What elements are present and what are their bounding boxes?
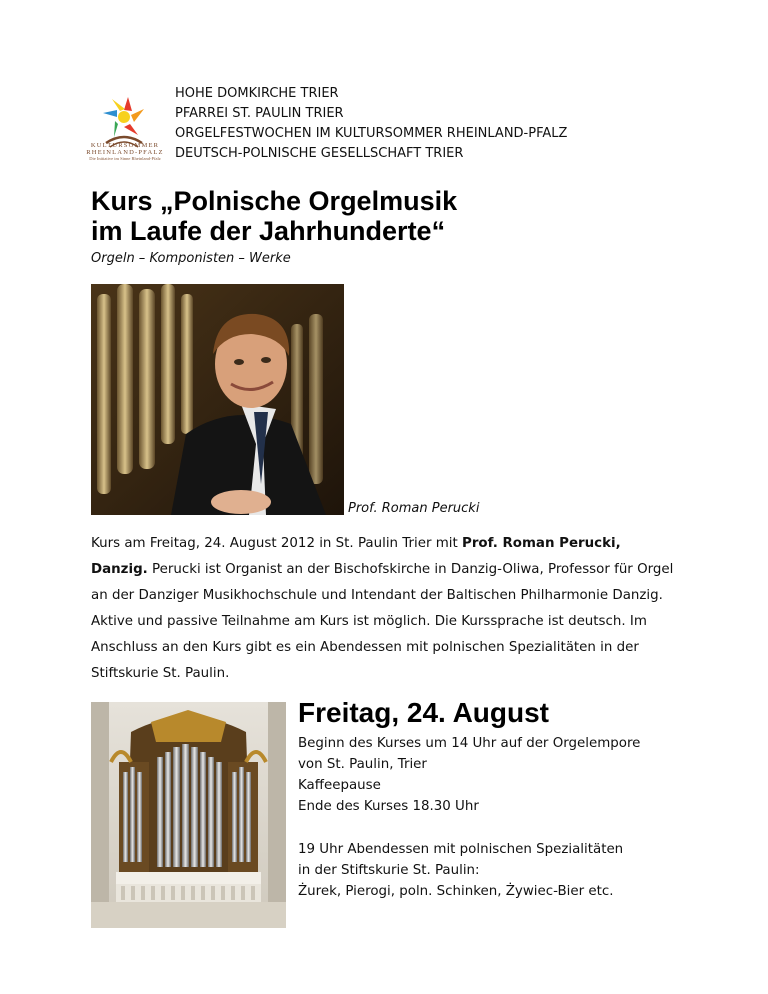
page-title — [91, 186, 457, 246]
schedule-spacer — [298, 817, 640, 839]
organizer-line: ORGELFESTWOCHEN IM KULTURSOMMER RHEINLAND-PFALZ — [175, 126, 568, 141]
logo-line-3: Die Initiative im Sinne Rheinland-Pfalz — [89, 156, 161, 161]
description-bold-name: Prof. Roman Perucki, — [462, 536, 621, 551]
title-line-2: im Laufe der Jahrhunderte“ — [91, 216, 446, 246]
organizer-line: DEUTSCH-POLNISCHE GESELLSCHAFT TRIER — [175, 146, 464, 161]
schedule-line: in der Stiftskurie St. Paulin: — [298, 863, 480, 878]
title-line-1: Kurs „Polnische Orgelmusik — [91, 186, 458, 216]
logo-wordmark — [86, 142, 164, 162]
schedule-line: Beginn des Kurses um 14 Uhr auf der Orgelempore — [298, 736, 641, 751]
organizer-line: PFARREI ST. PAULIN TRIER — [175, 106, 344, 121]
event-date-heading: Freitag, 24. August — [298, 697, 550, 728]
schedule-line: Żurek, Pierogi, poln. Schinken, Żywiec-Bier etc. — [298, 884, 614, 899]
schedule-line: 19 Uhr Abendessen mit polnischen Spezialitäten — [298, 842, 624, 857]
course-description — [91, 531, 681, 687]
description-text: Perucki ist Organist an der Bischofskirche in Danzig-Oliwa, Professor für Orgel an der Danziger Musikhochschule und Intendant der Baltischen Philharmonie Danzig. Aktive und passive Teilnahme am Kurs ist möglich. Die Kurssprache ist deutsch. Im Anschluss an den Kurs gibt es ein Abendessen mit polnischen Spezialitäten in der Stiftskurie St. Paulin. — [91, 562, 674, 681]
schedule-line: Ende des Kurses 18.30 Uhr — [298, 799, 479, 814]
organizer-line: HOHE DOMKIRCHE TRIER — [175, 86, 339, 101]
description-bold-city: Danzig. — [91, 562, 148, 577]
organist-portrait-icon — [91, 284, 344, 515]
event-schedule — [298, 733, 640, 902]
page-subtitle: Orgeln – Komponisten – Werke — [91, 251, 291, 266]
logo-line-2: RHEINLAND-PFALZ — [86, 149, 164, 156]
logo-line-1: KULTURSOMMER — [90, 142, 160, 149]
schedule-line: von St. Paulin, Trier — [298, 757, 427, 772]
baroque-organ-icon — [91, 702, 286, 928]
portrait-caption: Prof. Roman Perucki — [348, 501, 480, 516]
description-text: Kurs am Freitag, 24. August 2012 in St. Paulin Trier mit — [91, 536, 462, 551]
organizer-list — [175, 84, 567, 164]
schedule-line: Kaffeepause — [298, 778, 381, 793]
